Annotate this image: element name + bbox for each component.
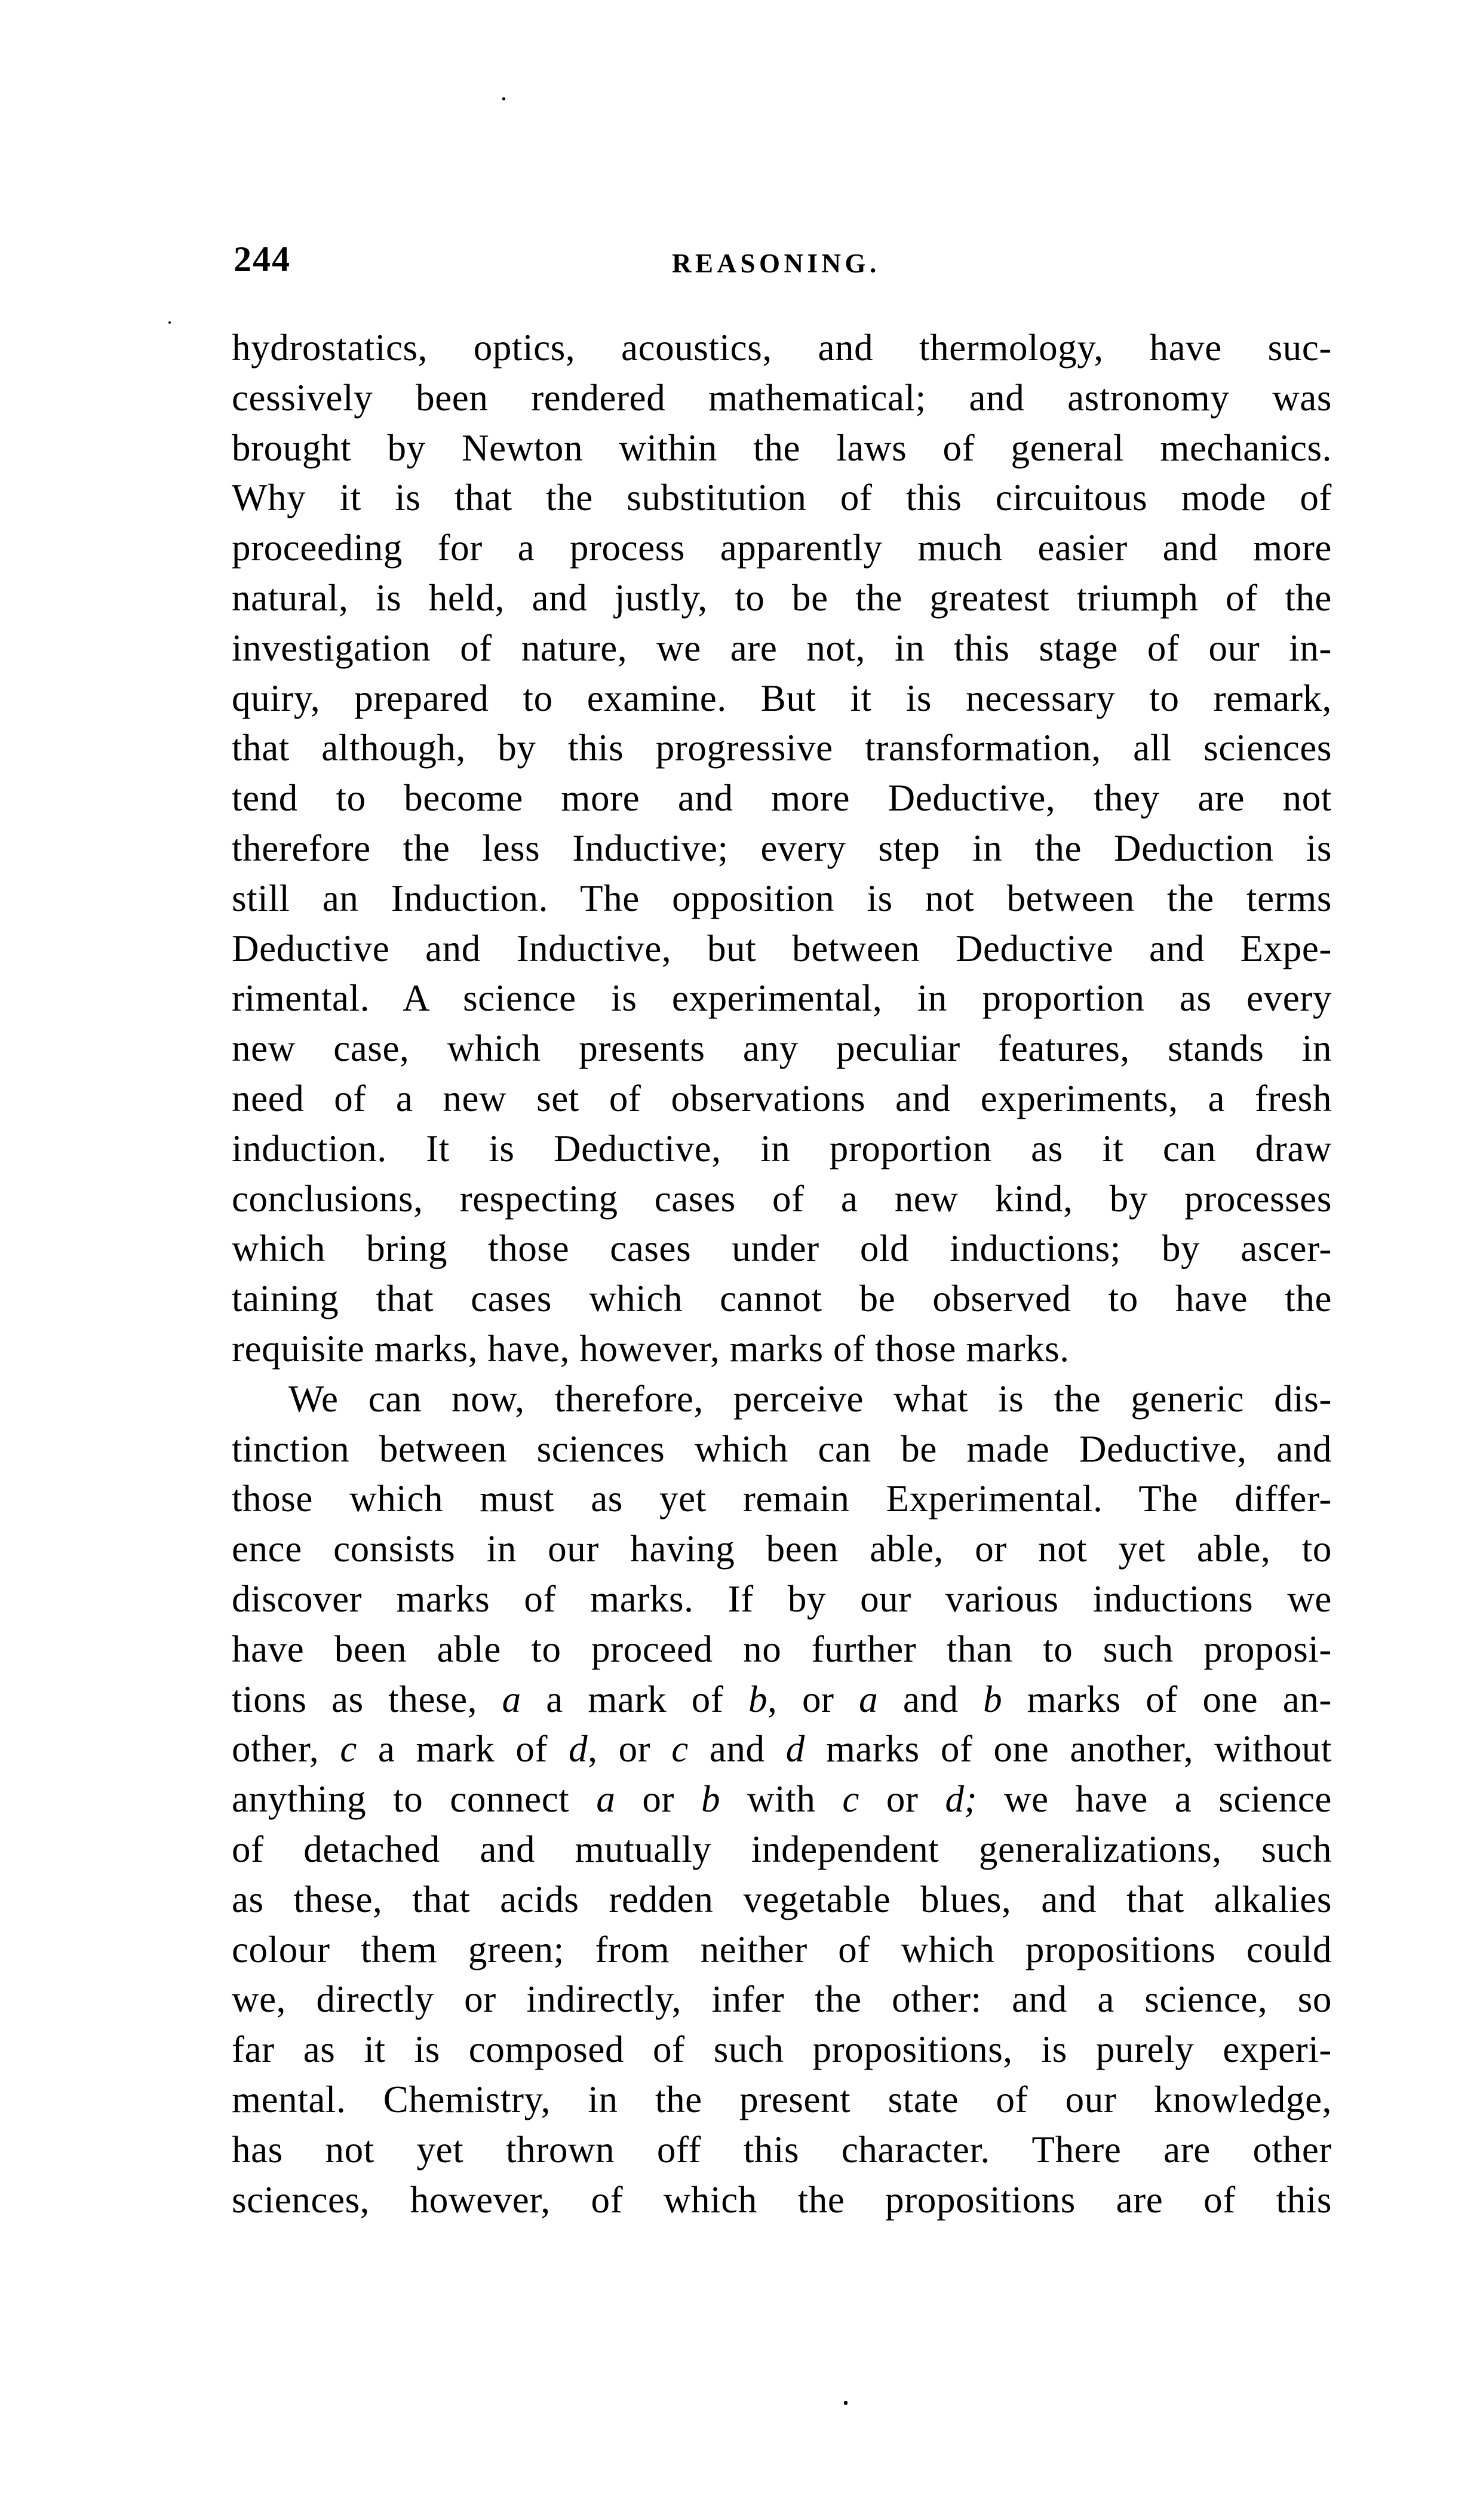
text-run: still an Induction. The opposition is not between the terms	[232, 877, 1332, 919]
text-line	[232, 873, 1332, 923]
italic-variable: a	[859, 1678, 879, 1720]
running-head	[0, 0, 1480, 281]
paragraph-first-line	[288, 1374, 1332, 1424]
text-run: Why it is that the substitution of this circuitous mode of	[232, 477, 1332, 519]
italic-variable: d;	[945, 1778, 978, 1821]
text-line	[232, 1624, 1332, 1674]
text-line	[232, 2175, 1332, 2225]
italic-variable: d	[785, 1728, 805, 1770]
italic-variable: c	[842, 1778, 859, 1821]
italic-variable: b	[701, 1778, 721, 1821]
text-run: and	[878, 1678, 984, 1720]
text-run: a mark of	[521, 1678, 748, 1720]
text-run: colour them green; from neither of which propositions could	[232, 1928, 1332, 1970]
text-line	[232, 1124, 1332, 1174]
text-run: requisite marks, have, however, marks of those marks.	[232, 1328, 1070, 1370]
text-run: those which must as yet remain Experimental. The differ-	[232, 1478, 1332, 1520]
page-number: 244	[234, 240, 291, 279]
text-line	[232, 1574, 1332, 1624]
text-line	[232, 773, 1332, 823]
text-run: tend to become more and more Deductive, they are not	[232, 777, 1332, 819]
text-line	[232, 373, 1332, 423]
running-title: REASONING.	[672, 248, 880, 278]
text-line	[232, 1174, 1332, 1224]
text-run: investigation of nature, we are not, in this stage of our in-	[232, 627, 1332, 669]
text-line	[232, 472, 1332, 523]
text-run: quiry, prepared to examine. But it is necessary to remark,	[232, 677, 1332, 719]
text-line	[232, 1824, 1332, 1874]
italic-variable: a	[502, 1678, 521, 1720]
italic-variable: b	[983, 1678, 1003, 1720]
italic-variable: a	[596, 1778, 616, 1821]
text-line	[232, 1774, 1332, 1824]
text-run: sciences, however, of which the propositions are of this	[232, 2178, 1332, 2221]
text-run: anything to connect	[232, 1778, 597, 1821]
text-line	[232, 973, 1332, 1023]
text-line	[232, 1273, 1332, 1324]
text-run: proceeding for a process apparently much easier and more	[232, 527, 1332, 569]
text-run: or	[615, 1778, 701, 1821]
text-run: tions as these,	[232, 1678, 502, 1720]
text-line	[232, 1223, 1332, 1273]
text-run: with	[720, 1778, 843, 1821]
text-line	[232, 1974, 1332, 2024]
text-run: natural, is held, and justly, to be the greatest triumph of the	[232, 577, 1332, 619]
text-run: rimental. A science is experimental, in proportion as every	[232, 977, 1332, 1020]
text-line	[232, 1023, 1332, 1073]
text-line	[232, 1474, 1332, 1524]
text-run: we have a science	[977, 1778, 1332, 1821]
text-line	[232, 2074, 1332, 2125]
text-line	[232, 1724, 1332, 1774]
text-run: a mark of	[357, 1728, 569, 1770]
text-run: , or	[588, 1728, 672, 1770]
text-run: taining that cases which cannot be observed to have the	[232, 1278, 1332, 1320]
text-run: and	[688, 1728, 786, 1770]
text-run: that although, by this progressive transformation, all sciences	[232, 727, 1332, 769]
italic-variable: c	[340, 1728, 357, 1770]
text-run: , or	[767, 1678, 859, 1720]
text-line	[232, 423, 1332, 473]
text-line	[232, 323, 1332, 373]
text-run: induction. It is Deductive, in proportion as it can draw	[232, 1127, 1332, 1170]
text-run: ence consists in our having been able, or not yet able, to	[232, 1528, 1332, 1570]
text-run: far as it is composed of such propositions, is purely experi-	[232, 2028, 1332, 2071]
italic-variable: d	[569, 1728, 588, 1770]
text-run: tinction between sciences which can be made Deductive, and	[232, 1428, 1332, 1470]
text-run: discover marks of marks. If by our various inductions we	[232, 1578, 1332, 1620]
text-run: cessively been rendered mathematical; and astronomy was	[232, 376, 1332, 419]
text-run: we, directly or indirectly, infer the other: and a science, so	[232, 1978, 1332, 2021]
text-run: Deductive and Inductive, but between Deductive and Expe-	[232, 927, 1332, 969]
text-line	[232, 1073, 1332, 1124]
text-run: mental. Chemistry, in the present state of our knowledge,	[232, 2079, 1332, 2120]
text-run: We can now, therefore, perceive what is the generic dis-	[288, 1377, 1332, 1420]
text-run: new case, which presents any peculiar features, stands in	[232, 1027, 1332, 1070]
text-run: which bring those cases under old inductions; by ascer-	[232, 1227, 1332, 1270]
text-line	[232, 1674, 1332, 1724]
text-run: hydrostatics, optics, acoustics, and thermology, have suc-	[232, 327, 1332, 369]
text-line	[232, 1924, 1332, 1975]
italic-variable: c	[671, 1728, 689, 1770]
text-run: need of a new set of observations and experiments, a fresh	[232, 1078, 1332, 1119]
text-line	[232, 1874, 1332, 1924]
italic-variable: b	[748, 1678, 768, 1720]
text-line	[232, 1424, 1332, 1474]
text-line	[232, 823, 1332, 873]
text-run: as these, that acids redden vegetable blues, and that alkalies	[232, 1878, 1332, 1920]
text-line	[232, 2125, 1332, 2175]
scan-speck	[168, 321, 171, 324]
text-run: marks of one another, without	[805, 1728, 1332, 1770]
text-run: brought by Newton within the laws of general mechanics.	[232, 426, 1332, 469]
text-line	[232, 1324, 1332, 1374]
text-run: have been able to proceed no further than to such proposi-	[232, 1628, 1332, 1670]
text-run: conclusions, respecting cases of a new kind, by processes	[232, 1177, 1332, 1220]
text-line	[232, 1524, 1332, 1574]
text-run: of detached and mutually independent generalizations, such	[232, 1828, 1332, 1870]
text-line	[232, 923, 1332, 974]
text-run: has not yet thrown off this character. There are other	[232, 2128, 1332, 2171]
scan-speck	[844, 2401, 848, 2405]
text-run: other,	[232, 1728, 340, 1770]
text-line	[232, 673, 1332, 723]
text-line	[232, 573, 1332, 623]
text-line	[232, 2024, 1332, 2074]
text-line	[232, 723, 1332, 773]
text-line	[232, 623, 1332, 673]
text-run: marks of one an-	[1002, 1678, 1332, 1720]
text-run: therefore the less Inductive; every step in the Deduction is	[232, 827, 1332, 869]
text-run: or	[859, 1778, 945, 1821]
text-line	[232, 523, 1332, 573]
